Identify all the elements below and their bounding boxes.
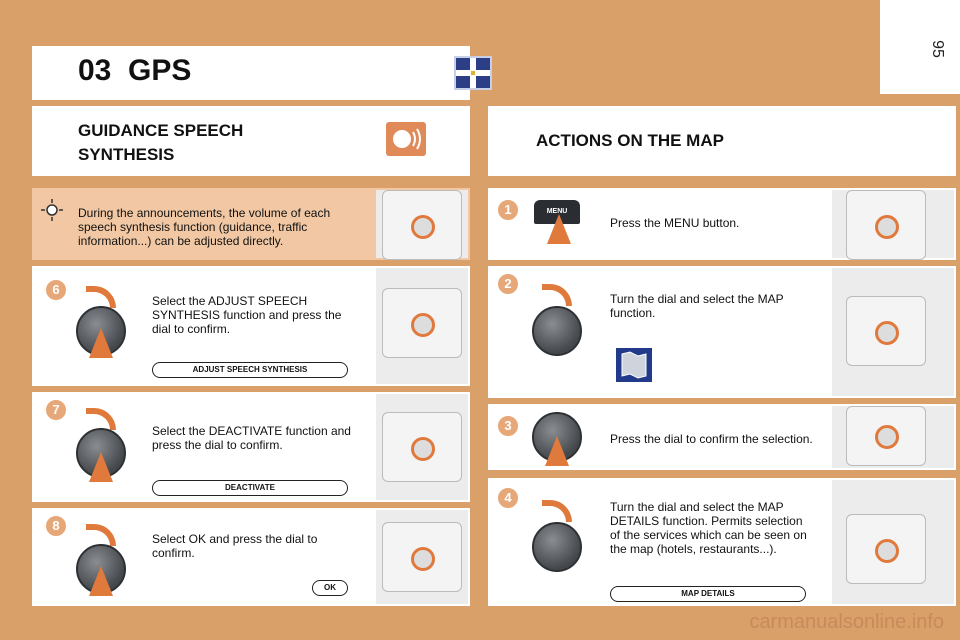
press-arrow-icon <box>89 328 113 358</box>
control-panel-image <box>846 406 926 466</box>
step-4-device <box>832 480 954 604</box>
step-number-1: 1 <box>496 198 520 222</box>
sun-icon <box>40 198 64 227</box>
section-title-line1: GUIDANCE SPEECH <box>78 121 244 140</box>
step-number-3: 3 <box>496 414 520 438</box>
step-2-text: Turn the dial and select the MAP function. <box>610 292 784 320</box>
step-6-text: Select the ADJUST SPEECH SYNTHESIS function and press the dial to confirm. <box>152 294 342 336</box>
step-7-device <box>376 394 468 500</box>
step-1-text: Press the MENU button. <box>610 216 740 230</box>
map-details-label: MAP DETAILS <box>610 586 806 602</box>
page-number: 95 <box>929 40 947 58</box>
adjust-speech-label: ADJUST SPEECH SYNTHESIS <box>152 362 348 378</box>
chapter-number: 03 <box>78 54 112 87</box>
step-number-8: 8 <box>44 514 68 538</box>
control-panel-image <box>846 514 926 584</box>
step-2-device <box>832 268 954 396</box>
step-number-7: 7 <box>44 398 68 422</box>
press-arrow-icon <box>89 566 113 596</box>
step-3-device <box>832 406 954 468</box>
dial-knob-icon <box>532 522 582 572</box>
section-title-right: ACTIONS ON THE MAP <box>536 131 724 150</box>
step-1-device <box>832 190 954 258</box>
info-device <box>376 190 468 258</box>
deactivate-label: DEACTIVATE <box>152 480 348 496</box>
control-panel-image <box>382 412 462 482</box>
dial-knob-icon <box>532 306 582 356</box>
step-6-device <box>376 268 468 384</box>
control-panel-image <box>382 190 462 260</box>
step-4-text: Turn the dial and select the MAP DETAILS function. Permits selection of the services which can be seen on the map (hotels, restaurants...). <box>610 500 807 556</box>
press-arrow-icon <box>547 214 571 244</box>
step-number-4: 4 <box>496 486 520 510</box>
press-arrow-icon <box>89 452 113 482</box>
info-text: During the announcements, the volume of each speech synthesis function (guidance, traffic information...) can be adjusted directly. <box>78 206 331 248</box>
map-icon <box>616 348 652 382</box>
top-band <box>0 0 880 34</box>
section-title-line2: SYNTHESIS <box>78 145 175 164</box>
page-tab <box>880 0 960 94</box>
step-8-device <box>376 510 468 604</box>
page-title: GPS <box>128 54 192 87</box>
watermark: carmanualsonline.info <box>749 611 944 633</box>
menu-button-icon: MENU <box>534 200 580 224</box>
step-7-text: Select the DEACTIVATE function and press the dial to confirm. <box>152 424 351 452</box>
control-panel-image <box>382 522 462 592</box>
control-panel-image <box>846 190 926 260</box>
press-arrow-icon <box>545 436 569 466</box>
ok-label: OK <box>312 580 348 596</box>
title-bar <box>32 46 470 100</box>
step-number-6: 6 <box>44 278 68 302</box>
gps-junction-icon <box>454 56 492 90</box>
control-panel-image <box>846 296 926 366</box>
step-number-2: 2 <box>496 272 520 296</box>
step-8-text: Select OK and press the dial to confirm. <box>152 532 318 560</box>
step-3-text: Press the dial to confirm the selection. <box>610 432 813 446</box>
control-panel-image <box>382 288 462 358</box>
speech-icon <box>386 122 426 156</box>
actions-on-map-header <box>488 106 956 176</box>
